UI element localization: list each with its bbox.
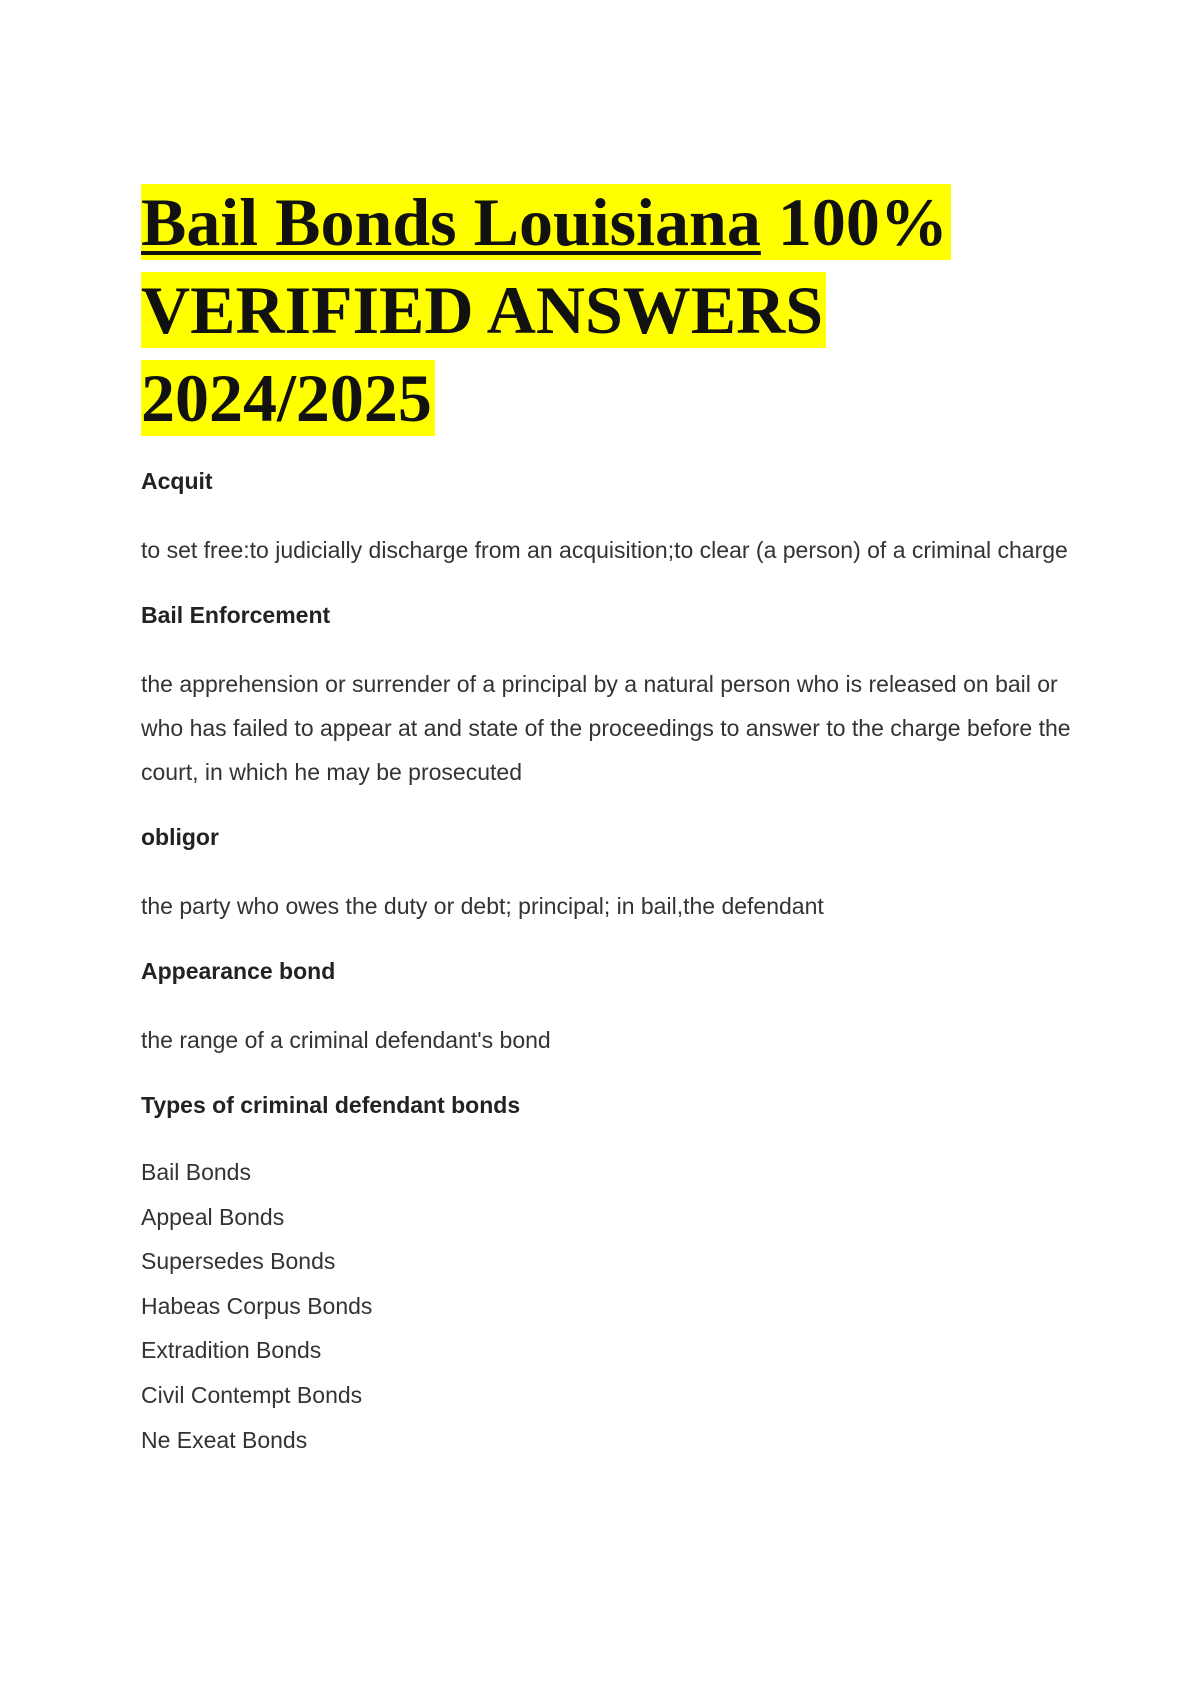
list-item: Supersedes Bonds xyxy=(141,1248,336,1275)
title-underlined-part: Bail Bonds Louisiana xyxy=(141,184,761,260)
title-rest: 100% VERIFIED ANSWERS 2024/2025 xyxy=(141,184,948,436)
entry-definition: the apprehension or surrender of a principal by a natural person who is released on bail or who has failed to appear at and state of the proceedings to answer to the charge before the court, in which he may be prosecuted xyxy=(141,671,1071,785)
entry-definition: to set free:to judicially discharge from an acquisition;to clear (a person) of a criminal charge xyxy=(141,537,1068,563)
entry-acquit xyxy=(141,466,1081,572)
page-title xyxy=(141,178,1081,442)
list-item: Appeal Bonds xyxy=(141,1203,285,1230)
entry-term: obligor xyxy=(141,824,219,850)
bond-types-list xyxy=(141,1150,1081,1462)
entry-types-of-bonds xyxy=(141,1090,1081,1462)
list-item: Ne Exeat Bonds xyxy=(141,1426,308,1453)
title-highlight xyxy=(141,184,951,436)
entry-bail-enforcement xyxy=(141,600,1081,794)
entry-term: Acquit xyxy=(141,468,213,494)
entry-obligor xyxy=(141,822,1081,928)
entry-definition: the range of a criminal defendant's bond xyxy=(141,1027,551,1053)
list-item: Civil Contempt Bonds xyxy=(141,1381,363,1408)
list-item: Habeas Corpus Bonds xyxy=(141,1292,373,1319)
entry-definition: the party who owes the duty or debt; principal; in bail,the defendant xyxy=(141,893,824,919)
entry-appearance-bond xyxy=(141,956,1081,1062)
entry-term: Bail Enforcement xyxy=(141,602,331,628)
list-item: Extradition Bonds xyxy=(141,1337,322,1364)
entry-term: Appearance bond xyxy=(141,958,336,984)
entry-term: Types of criminal defendant bonds xyxy=(141,1092,521,1118)
document-content xyxy=(141,178,1081,1462)
list-item: Bail Bonds xyxy=(141,1159,251,1185)
